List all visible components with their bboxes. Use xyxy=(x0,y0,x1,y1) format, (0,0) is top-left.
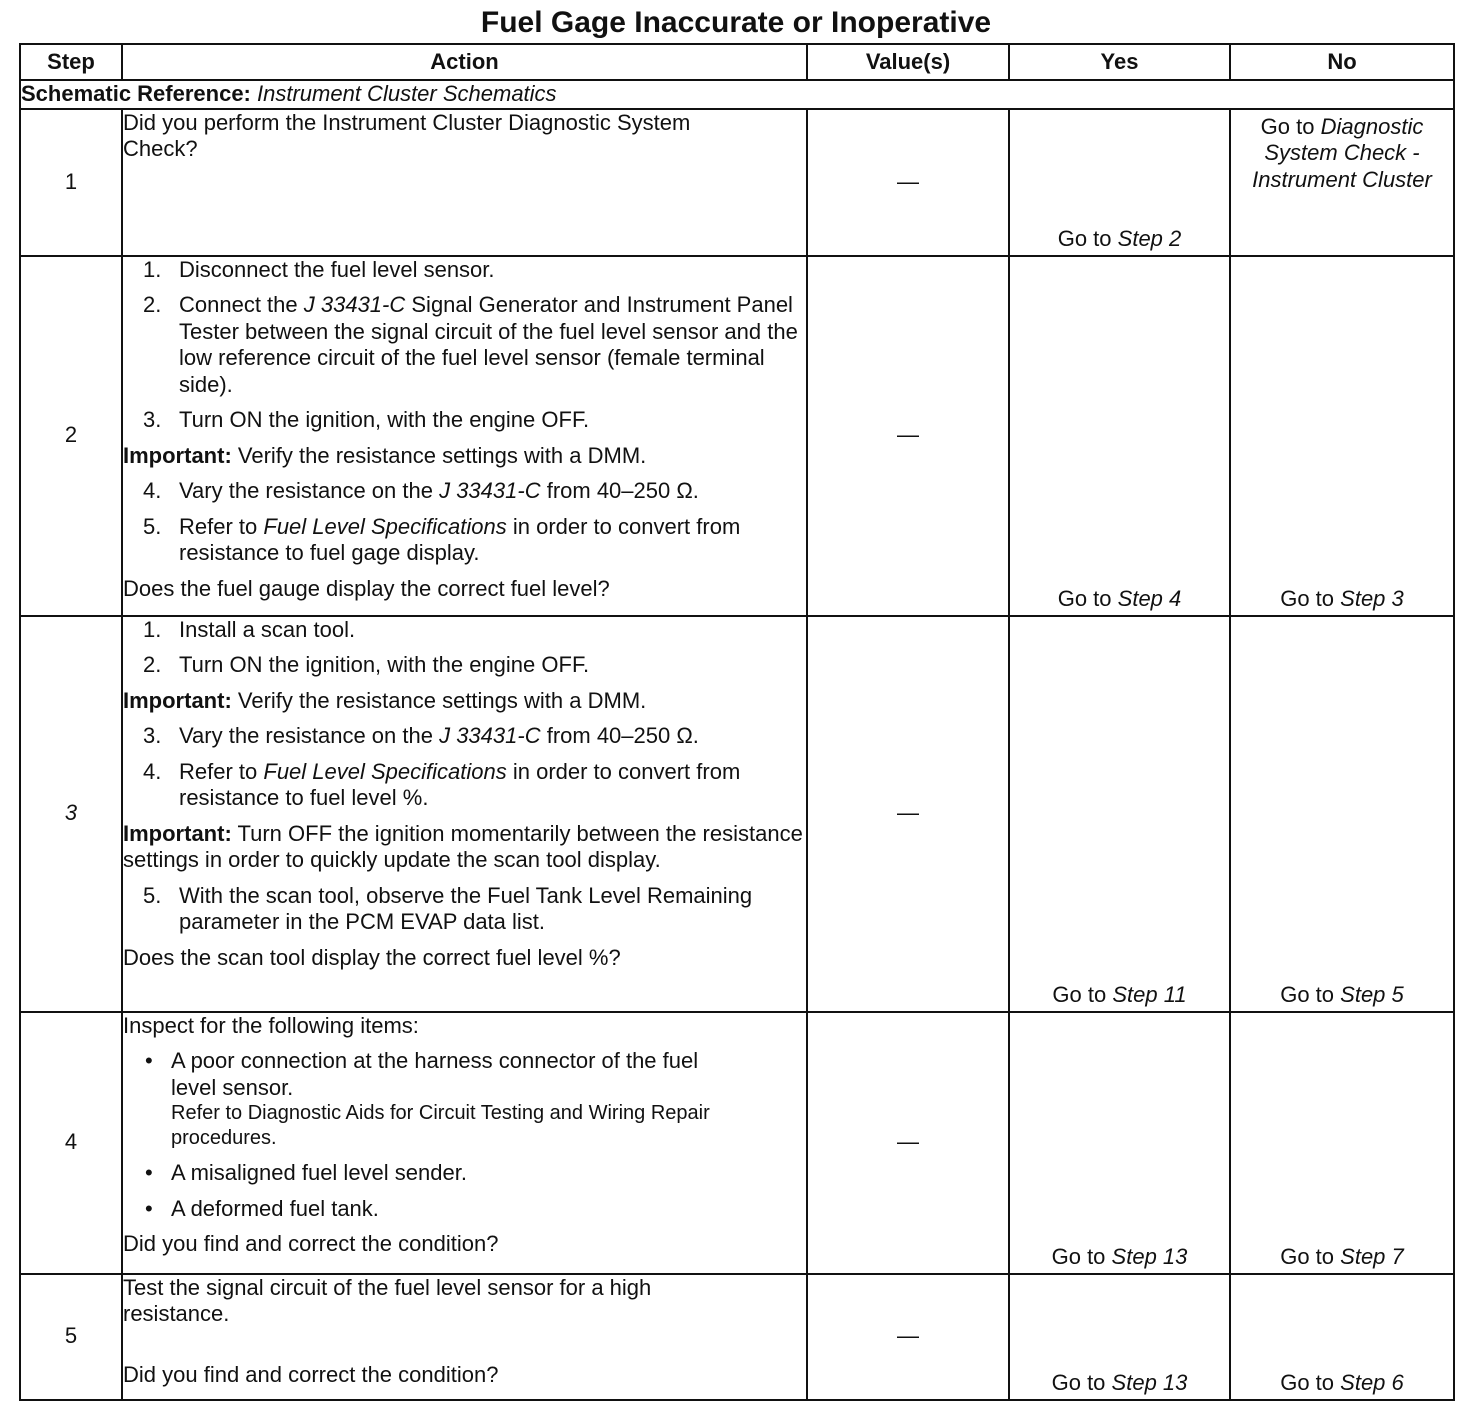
item-text: A deformed fuel tank. xyxy=(171,1195,379,1221)
schematic-row xyxy=(20,80,1454,109)
list-item xyxy=(145,1160,806,1187)
no-cell xyxy=(1230,1012,1454,1274)
header-step: Step xyxy=(20,44,122,80)
goto-label: Go to xyxy=(1280,982,1335,1007)
item-text-part: A poor connection at the harness connector of the fuel level sensor. xyxy=(171,1048,699,1100)
goto-label: Go to xyxy=(1051,1370,1106,1395)
step-question: Did you find and correct the condition? xyxy=(123,1362,499,1387)
yes-cell xyxy=(1009,109,1230,256)
diagnostic-table xyxy=(19,43,1455,1401)
header-row xyxy=(20,44,1454,80)
no-cell xyxy=(1230,616,1454,1012)
item-number: 1. xyxy=(143,256,162,282)
table-row xyxy=(20,109,1454,256)
no-step-link[interactable]: Diagnostic System Check - Instrument Cluster xyxy=(1252,113,1432,192)
yes-step-link[interactable]: Step 11 xyxy=(1112,982,1187,1007)
header-no: No xyxy=(1230,44,1454,80)
no-step-link[interactable]: Step 7 xyxy=(1340,1244,1404,1269)
list-item xyxy=(143,883,806,936)
yes-goto[interactable] xyxy=(1010,586,1229,613)
bullet-icon: • xyxy=(145,1048,153,1073)
value-cell: — xyxy=(807,109,1009,256)
goto-label: Go to xyxy=(1280,586,1335,611)
goto-label: Go to xyxy=(1260,113,1315,139)
important-note xyxy=(123,821,806,874)
item-number: 4. xyxy=(143,478,162,503)
item-number: 4. xyxy=(143,758,162,784)
yes-step-link[interactable]: Step 13 xyxy=(1111,1370,1188,1395)
yes-cell xyxy=(1009,1274,1230,1400)
step-intro: Inspect for the following items: xyxy=(123,1012,419,1038)
item-number: 1. xyxy=(143,616,162,642)
value-cell: — xyxy=(807,1012,1009,1274)
goto-label: Go to xyxy=(1280,1244,1335,1269)
action-content xyxy=(123,1275,806,1389)
item-text-part: Refer to xyxy=(179,758,264,784)
item-number: 3. xyxy=(143,407,162,432)
yes-goto[interactable] xyxy=(1010,1244,1229,1271)
important-note xyxy=(123,443,806,470)
table-row xyxy=(20,616,1454,1012)
item-text: Install a scan tool. xyxy=(179,616,356,642)
goto-label: Go to xyxy=(1057,226,1112,251)
goto-label: Go to xyxy=(1051,1244,1106,1269)
item-text xyxy=(179,478,806,505)
list-item xyxy=(143,723,806,750)
list-item xyxy=(143,292,806,398)
list-item xyxy=(145,1196,806,1223)
item-text-part: Vary the resistance on the xyxy=(179,723,440,748)
important-label: Important: xyxy=(123,687,232,713)
item-text-part: Refer to xyxy=(179,513,264,539)
list-item xyxy=(143,617,806,644)
item-text xyxy=(179,514,806,567)
step-number: 5 xyxy=(20,1274,122,1400)
item-number: 2. xyxy=(143,652,162,677)
important-note xyxy=(123,688,806,715)
important-text: Verify the resistance settings with a DMM. xyxy=(231,442,647,468)
item-number: 5. xyxy=(143,882,162,908)
item-text-part: Vary the resistance on the xyxy=(179,478,440,503)
header-action: Action xyxy=(122,44,807,80)
list-item xyxy=(145,1048,806,1151)
action-text: Did you perform the Instrument Cluster Diagnostic System Check? xyxy=(123,109,691,161)
list-item xyxy=(143,257,806,284)
goto-label: Go to xyxy=(1280,1370,1335,1395)
value-cell: — xyxy=(807,616,1009,1012)
important-text: Turn OFF the ignition momentarily between the resistance settings in order to quickly update the scan tool display. xyxy=(123,820,803,872)
action-cell xyxy=(122,109,807,256)
step-number: 3 xyxy=(20,616,122,1012)
table-row xyxy=(20,1012,1454,1274)
list-item xyxy=(143,759,806,812)
yes-goto[interactable] xyxy=(1010,982,1229,1009)
spec-link[interactable]: Fuel Level Specifications xyxy=(263,758,507,784)
item-text: Turn ON the ignition, with the engine OFF. xyxy=(179,407,590,432)
table-row xyxy=(20,256,1454,616)
important-label: Important: xyxy=(123,442,232,468)
header-values: Value(s) xyxy=(807,44,1009,80)
item-text-part: from 40–250 Ω. xyxy=(540,478,699,503)
yes-cell xyxy=(1009,256,1230,616)
no-goto[interactable] xyxy=(1231,1370,1453,1397)
step-intro: Test the signal circuit of the fuel level sensor for a high resistance. xyxy=(123,1274,652,1326)
step-question: Did you find and correct the condition? xyxy=(123,1231,499,1256)
item-text-part: in order to convert from resistance to fuel gage display. xyxy=(179,513,741,565)
item-number: 5. xyxy=(143,513,162,539)
goto-label: Go to xyxy=(1052,982,1107,1007)
important-label: Important: xyxy=(123,820,232,846)
item-text-part: from 40–250 Ω. xyxy=(540,723,699,748)
no-cell xyxy=(1230,109,1454,256)
action-cell xyxy=(122,1012,807,1274)
table-row xyxy=(20,1274,1454,1400)
item-text-part: Connect the xyxy=(179,292,304,317)
step-number: 4 xyxy=(20,1012,122,1274)
item-text xyxy=(171,1048,731,1151)
yes-step-link[interactable]: Step 2 xyxy=(1117,226,1182,251)
no-step-link[interactable]: Step 5 xyxy=(1340,982,1404,1007)
step-question: Does the fuel gauge display the correct fuel level? xyxy=(123,575,610,601)
value-cell: — xyxy=(807,1274,1009,1400)
step-question: Does the scan tool display the correct fuel level %? xyxy=(123,944,621,970)
schematic-reference xyxy=(20,80,1454,109)
yes-cell xyxy=(1009,1012,1230,1274)
item-text: Disconnect the fuel level sensor. xyxy=(179,256,495,282)
no-cell xyxy=(1230,1274,1454,1400)
page-title: Fuel Gage Inaccurate or Inoperative xyxy=(480,6,992,39)
important-text: Verify the resistance settings with a DMM. xyxy=(231,687,647,713)
item-number: 3. xyxy=(143,723,162,748)
action-cell xyxy=(122,616,807,1012)
yes-step-link[interactable]: Step 4 xyxy=(1117,586,1182,611)
item-text: Turn ON the ignition, with the engine OFF. xyxy=(179,652,590,677)
step-number: 1 xyxy=(20,109,122,256)
tool-link[interactable]: J 33431-C xyxy=(303,292,406,317)
yes-goto[interactable] xyxy=(1010,1370,1229,1397)
no-goto[interactable] xyxy=(1231,1244,1453,1271)
action-cell xyxy=(122,256,807,616)
value-cell: — xyxy=(807,256,1009,616)
item-text xyxy=(179,723,806,750)
item-text xyxy=(179,759,806,812)
no-goto[interactable] xyxy=(1231,110,1453,198)
tool-link[interactable]: J 33431-C xyxy=(439,723,541,748)
no-goto[interactable] xyxy=(1231,982,1453,1009)
item-text: A misaligned fuel level sender. xyxy=(171,1160,467,1185)
yes-step-link[interactable]: Step 13 xyxy=(1111,1244,1188,1269)
item-text xyxy=(179,292,806,398)
bullet-icon: • xyxy=(145,1160,153,1185)
item-text-part: Signal Generator and Instrument Panel Tester between the signal circuit of the fuel level sensor and the low reference circuit of the fuel level sensor (female terminal side). xyxy=(179,292,798,397)
no-cell xyxy=(1230,256,1454,616)
yes-cell xyxy=(1009,616,1230,1012)
list-item xyxy=(143,514,806,567)
spec-link[interactable]: Fuel Level Specifications xyxy=(263,513,507,539)
no-step-link[interactable]: Step 3 xyxy=(1340,586,1404,611)
item-text-part: in order to convert from resistance to fuel level %. xyxy=(179,758,741,810)
item-subtext: Refer to Diagnostic Aids for Circuit Testing and Wiring Repair procedures. xyxy=(171,1102,710,1149)
goto-label: Go to xyxy=(1057,586,1112,611)
no-goto[interactable] xyxy=(1231,586,1453,613)
list-item xyxy=(143,652,806,679)
action-cell xyxy=(122,1274,807,1400)
yes-goto[interactable] xyxy=(1010,226,1229,253)
tool-link[interactable]: J 33431-C xyxy=(439,478,541,503)
no-step-link[interactable]: Step 6 xyxy=(1340,1370,1404,1395)
step-number: 2 xyxy=(20,256,122,616)
list-item xyxy=(143,407,806,434)
header-yes: Yes xyxy=(1009,44,1230,80)
schematic-link[interactable]: Instrument Cluster Schematics xyxy=(257,81,557,106)
schematic-label: Schematic Reference: xyxy=(21,81,251,106)
item-number: 2. xyxy=(143,292,162,317)
bullet-icon: • xyxy=(145,1195,153,1221)
item-text: With the scan tool, observe the Fuel Tank Level Remaining parameter in the PCM EVAP data list. xyxy=(179,882,753,934)
list-item xyxy=(143,478,806,505)
